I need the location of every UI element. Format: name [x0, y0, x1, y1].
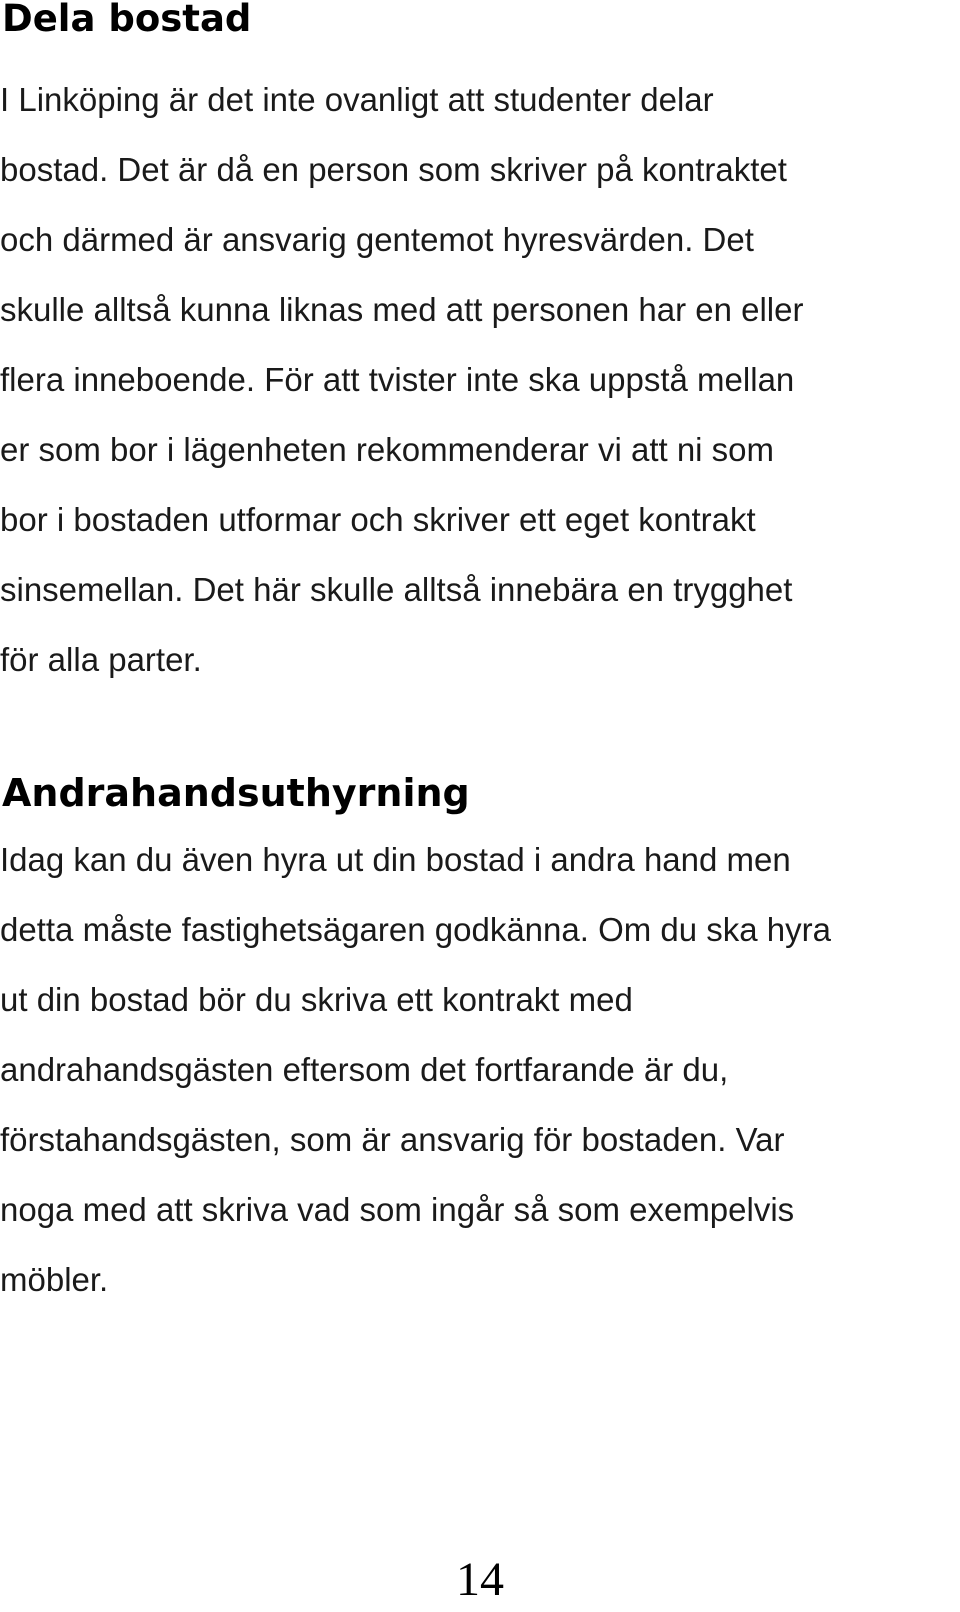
text-line: noga med att skriva vad som ingår så som exempelvis: [0, 1191, 795, 1228]
text-line: förstahandsgästen, som är ansvarig för bostaden. Var: [0, 1121, 785, 1158]
text-line: ut din bostad bör du skriva ett kontrakt med: [0, 981, 633, 1018]
paragraph-dela-bostad: [0, 65, 803, 695]
text-line: Idag kan du även hyra ut din bostad i andra hand men: [0, 841, 791, 878]
text-line: sinsemellan. Det här skulle alltså innebära en trygghet: [0, 571, 793, 608]
text-line: bor i bostaden utformar och skriver ett eget kontrakt: [0, 501, 756, 538]
text-line: andrahandsgästen eftersom det fortfarande är du,: [0, 1051, 729, 1088]
text-line: och därmed är ansvarig gentemot hyresvärden. Det: [0, 221, 754, 258]
section-heading-dela-bostad: Dela bostad: [2, 0, 252, 40]
text-line: I Linköping är det inte ovanligt att studenter delar: [0, 81, 714, 118]
text-line: bostad. Det är då en person som skriver på kontraktet: [0, 151, 787, 188]
text-line: skulle alltså kunna liknas med att personen har en eller: [0, 291, 804, 328]
page-number: 14: [456, 1553, 504, 1606]
section-heading-andrahandsuthyrning: Andrahandsuthyrning: [2, 771, 470, 815]
text-line: för alla parter.: [0, 641, 202, 678]
text-line: er som bor i lägenheten rekommenderar vi att ni som: [0, 431, 775, 468]
text-line: detta måste fastighetsägaren godkänna. Om du ska hyra: [0, 911, 831, 948]
text-line: möbler.: [0, 1261, 109, 1298]
text-line: flera inneboende. För att tvister inte ska uppstå mellan: [0, 361, 795, 398]
paragraph-andrahandsuthyrning: [0, 825, 831, 1315]
